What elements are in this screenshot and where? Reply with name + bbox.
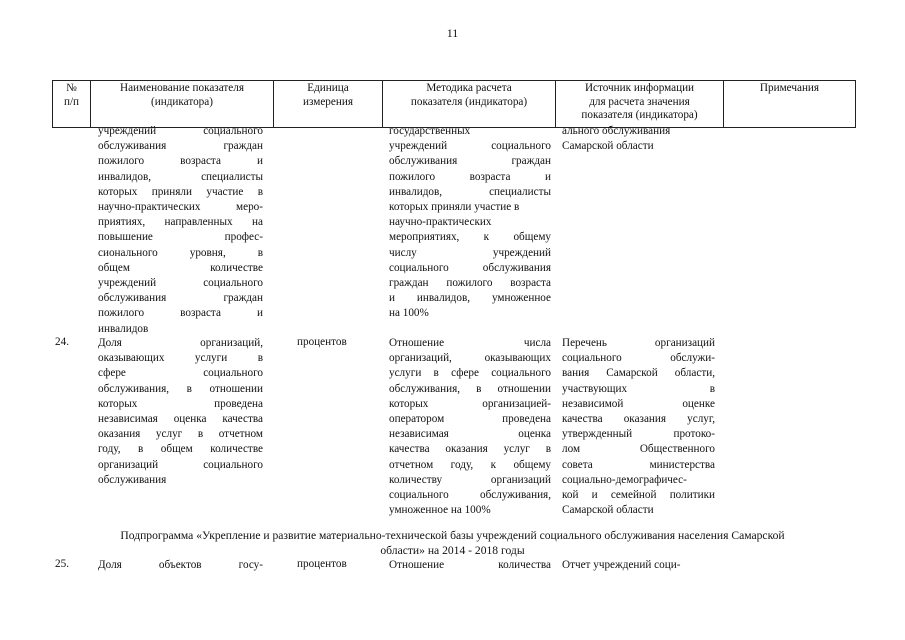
row-24-method: Отношение числа организаций, оказывающих услуги в сфере социального обслуживания, в отношении которых организацией- оператором проведена независимая оценка качества оказания услуг в отчетном году, к общему количеству организаций социального обслуживания, умноженное на 100%: [389, 337, 551, 517]
row-25-method: Отношение количества: [389, 559, 551, 571]
row-24-unit: процентов: [297, 336, 347, 348]
row-25-unit: процентов: [297, 558, 347, 570]
row-24-source: Перечень организаций социального обслужи- вания Самарской области, участвующих в независимой оценке качества оказания услуг, утвержденный протоко- лом Общественного совета министерства социально-демографичес- кой и семейной политики Самарской области: [562, 337, 715, 517]
header-col-number: № п/п: [53, 81, 91, 127]
row-25-number: 25.: [55, 558, 69, 570]
table-header: [52, 80, 856, 128]
row-25-name: Доля объектов госу-: [98, 559, 263, 571]
page-number: 11: [446, 26, 459, 40]
cont-source: ального обслуживания Самарской области: [562, 125, 671, 153]
header-col-notes: Примечания: [724, 81, 856, 127]
row-24-name: Доля организаций, оказывающих услуги в сфере социального обслуживания, в отношении которых проведена независимая оценка качества оказания услуг в отчетном году, в общем количестве организаций социального обслуживания: [98, 337, 263, 486]
row-24-number: 24.: [55, 336, 69, 348]
cont-method: государственных учреждений социального обслуживания граждан пожилого возраста и инвалидов, специалисты которых приняли участие в научно-практических мероприятиях, к общему числу учреждений социального обслуживания граждан пожилого возраста и инвалидов, умноженное на 100%: [389, 125, 551, 320]
header-col-method: Методика расчета показателя (индикатора): [383, 81, 556, 127]
header-col-source: Источник информации для расчета значения показателя (индикатора): [556, 81, 724, 127]
header-col-unit: Единица измерения: [274, 81, 383, 127]
cont-name: учреждений социального обслуживания граждан пожилого возраста и инвалидов, специалисты которых приняли участие в научно-практических меро- приятиях, направленных на повышение профес- сионального уровня, в общем количестве учреждений социального обслуживания граждан пожилого возраста и инвалидов: [98, 125, 263, 335]
header-col-name: Наименование показателя (индикатора): [91, 81, 274, 127]
subprogram-heading: Подпрограмма «Укрепление и развитие материально-технической базы учреждений социального обслуживания населения Самарской области» на 2014 - 2018 годы: [120, 529, 785, 557]
row-25-source: Отчет учреждений соци-: [562, 559, 681, 571]
